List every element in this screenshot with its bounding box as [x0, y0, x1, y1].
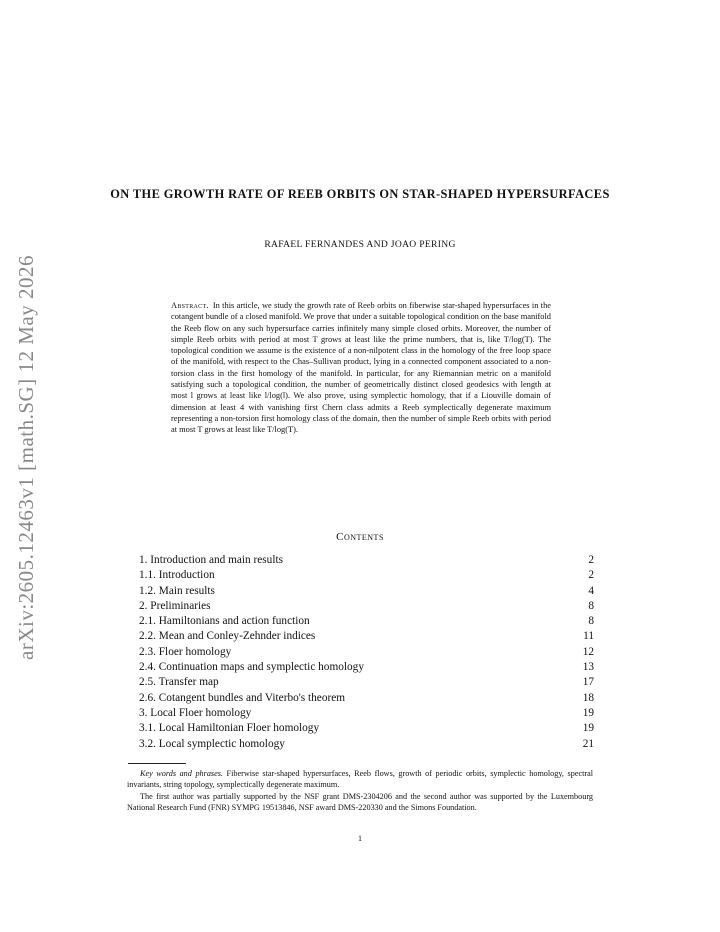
abstract-label: Abstract.: [171, 301, 209, 310]
toc-entry[interactable]: [139, 675, 594, 690]
page-number: 1: [358, 834, 362, 843]
toc-entry-label: 2. Preliminaries: [139, 599, 211, 612]
toc-entry[interactable]: [139, 737, 594, 752]
toc-entry-page: 8: [588, 599, 594, 612]
toc-entry[interactable]: [139, 614, 594, 629]
toc-entry[interactable]: [139, 706, 594, 721]
toc-entry[interactable]: [139, 660, 594, 675]
toc-entry-page: 11: [583, 630, 594, 643]
arxiv-identifier: arXiv:2605.12463v1 [math.SG] 12 May 2026: [14, 255, 38, 660]
keywords-note: [127, 768, 593, 791]
toc-entry-page: 8: [588, 615, 594, 628]
contents-heading: Contents: [336, 531, 384, 543]
keywords-text: Fiberwise star-shaped hypersurfaces, Reeb flows, growth of periodic orbits, symplectic homology, spectral invariants, string topology, symplectically degenerate maximum.: [127, 769, 594, 790]
toc-entry-label: 2.5. Transfer map: [139, 676, 219, 689]
toc-entry[interactable]: [139, 691, 594, 706]
toc-entry[interactable]: [139, 645, 594, 660]
toc-entry-label: 3.1. Local Hamiltonian Floer homology: [139, 722, 320, 735]
toc-entry-label: 2.3. Floer homology: [139, 645, 232, 658]
keywords-label: Key words and phrases.: [140, 769, 223, 778]
toc-entry[interactable]: [139, 584, 594, 599]
toc-entry[interactable]: [139, 629, 594, 644]
toc-entry-label: 2.2. Mean and Conley-Zehnder indices: [139, 630, 316, 643]
abstract: [171, 300, 551, 436]
toc-entry-label: 2.1. Hamiltonians and action function: [139, 615, 310, 628]
toc-entry-label: 1.2. Main results: [139, 584, 215, 597]
toc-entry[interactable]: [139, 568, 594, 583]
toc-entry-page: 4: [588, 584, 594, 597]
footnotes: [127, 768, 593, 814]
toc-entry-page: 17: [582, 676, 594, 689]
abstract-text: In this article, we study the growth rate of Reeb orbits on fiberwise star-shaped hypersurfaces in the cotangent bundle of a closed manifold. We prove that under a suitable topological condition on the base manifold the Reeb flow on any such hypersurface carries infinitely many simple closed orbits. Moreover, the number of simple Reeb orbits with period at most T grows at least like the prime numbers, that is, like T/log(T). The topological condition we assume is the existence of a non-nilpotent class in the homology of the free loop space of the manifold, with respect to the Chas–Sullivan product, lying in a connected component associated to a non-torsion class in the first homology of the manifold. In particular, for any Riemannian metric on a manifold satisfying such a topological condition, the number of geometrically distinct closed geodesics with length at most l grows at least like l/log(l). We also prove, using symplectic homology, that if a Liouville domain of dimension at least 4 with vanishing first Chern class admits a Reeb symplectically degenerate maximum representing a non-torsion first homology class of the domain, then the number of simple Reeb orbits with period at most T grows at least like T/log(T).: [171, 301, 551, 435]
toc-entry-page: 18: [582, 691, 594, 704]
funding-note: The first author was partially supported by the NSF grant DMS-2304206 and the second author was supported by the Luxembourg National Research Fund (FNR) SYMPG 19513846, NSF award DMS-220330 and the Simons Foundation.: [127, 791, 593, 813]
toc-entry[interactable]: [139, 599, 594, 614]
toc-entry-page: 13: [582, 661, 594, 674]
toc-entry-page: 2: [588, 554, 594, 566]
toc-entry-label: 3. Local Floer homology: [139, 706, 252, 719]
toc-entry-page: 19: [582, 722, 594, 735]
table-of-contents: [139, 553, 594, 752]
toc-entry[interactable]: [139, 553, 594, 568]
toc-entry-page: 12: [582, 645, 594, 658]
paper-authors: RAFAEL FERNANDES AND JOAO PERING: [264, 239, 456, 250]
paper-title: ON THE GROWTH RATE OF REEB ORBITS ON STAR-SHAPED HYPERSURFACES: [110, 187, 610, 201]
footnote-rule: [128, 763, 186, 764]
toc-entry-label: 2.6. Cotangent bundles and Viterbo's theorem: [139, 691, 346, 704]
toc-entry[interactable]: [139, 721, 594, 736]
toc-entry-label: 3.2. Local symplectic homology: [139, 737, 285, 750]
toc-entry-page: 2: [588, 569, 594, 582]
toc-entry-label: 1.1. Introduction: [139, 569, 215, 582]
toc-entry-page: 21: [582, 737, 594, 750]
toc-entry-label: 2.4. Continuation maps and symplectic homology: [139, 661, 364, 674]
toc-entry-page: 19: [582, 706, 594, 719]
toc-entry-label: 1. Introduction and main results: [139, 554, 284, 566]
